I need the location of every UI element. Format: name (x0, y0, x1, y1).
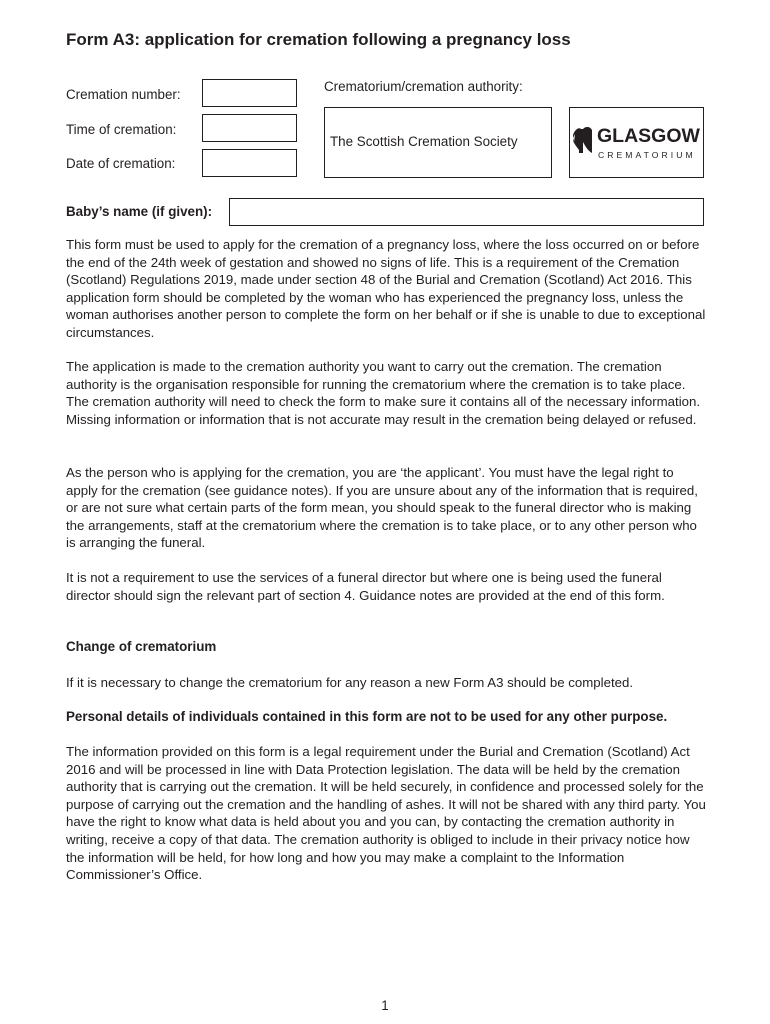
change-of-crematorium-text: If it is necessary to change the crematorium for any reason a new Form A3 should be completed. (66, 675, 634, 690)
intro-paragraph-3: As the person who is applying for the cremation, you are ‘the applicant’. You must have the legal right to apply for the cremation (see guidance notes). If you are unsure about any of the information that is required, or are not sure what certain parts of the form mean, you should speak to the funeral director who is making the arrangements, staff at the crematorium where the cremation is to take place, or to any other person who is arranging the funeral. (66, 465, 698, 551)
intro-paragraph-4: It is not a requirement to use the services of a funeral director but where one is being used the funeral director should sign the relevant part of section 4. Guidance notes are provided at the end of this form. (66, 570, 665, 603)
svg-text:GLASGOW: GLASGOW (597, 125, 700, 147)
cremation-number-label: Cremation number: (66, 87, 181, 102)
intro-paragraph-1: This form must be used to apply for the cremation of a pregnancy loss, where the loss occurred on or before the end of the 24th week of gestation and showed no signs of life. This is a requirement of the Cremation (Scotland) Regulations 2019, made under section 48 of the Burial and Cremation (Scotland) Act 2016. This application form should be completed by the woman who has experienced the pregnancy loss, unless the woman authorises another person to complete the form on her behalf or if she is unable to due to exceptional circumstances. (66, 237, 706, 340)
time-of-cremation-field[interactable] (202, 114, 297, 142)
intro-paragraph-2: The application is made to the cremation authority you want to carry out the cremation. The cremation authority is the organisation responsible for running the crematorium where the cremation is to take place. The cremation authority will need to check the form to make sure it contains all of the necessary information. Missing information or information that is not accurate may result in the cremation being delayed or refused. (66, 359, 701, 427)
crematorium-authority-label: Crematorium/cremation authority: (324, 79, 523, 94)
cremation-number-field[interactable] (202, 79, 297, 107)
date-of-cremation-label: Date of cremation: (66, 156, 176, 171)
page-number: 1 (381, 998, 389, 1013)
baby-name-field[interactable] (229, 198, 704, 226)
personal-details-heading: Personal details of individuals contained in this form are not to be used for any other purpose. (66, 709, 668, 724)
form-title: Form A3: application for cremation following a pregnancy loss (66, 30, 571, 49)
svg-text:CREMATORIUM: CREMATORIUM (598, 150, 696, 160)
crematorium-authority-box (324, 107, 552, 178)
date-of-cremation-field[interactable] (202, 149, 297, 177)
change-of-crematorium-heading: Change of crematorium (66, 639, 217, 654)
data-protection-paragraph: The information provided on this form is a legal requirement under the Burial and Cremation (Scotland) Act 2016 and will be processed in line with Data Protection legislation. The data will be held by the cremation authority that is carrying out the cremation. It will be held securely, in confidence and processed solely for the purpose of carrying out the cremation and the handling of ashes. It will not be shared with any third party. You have the right to know what data is held about you and you can, by contacting the cremation authority in writing, receive a copy of that data. The cremation authority is obliged to include in their privacy notice how the information will be held, for how long and how you may make a complaint to the Information Commissioner’s Office. (66, 744, 706, 883)
baby-name-label: Baby’s name (if given): (66, 204, 213, 219)
crematorium-logo-icon (570, 108, 703, 177)
glasgow-crematorium-logo (569, 107, 704, 178)
time-of-cremation-label: Time of cremation: (66, 122, 177, 137)
crematorium-authority-name: The Scottish Cremation Society (330, 134, 518, 149)
